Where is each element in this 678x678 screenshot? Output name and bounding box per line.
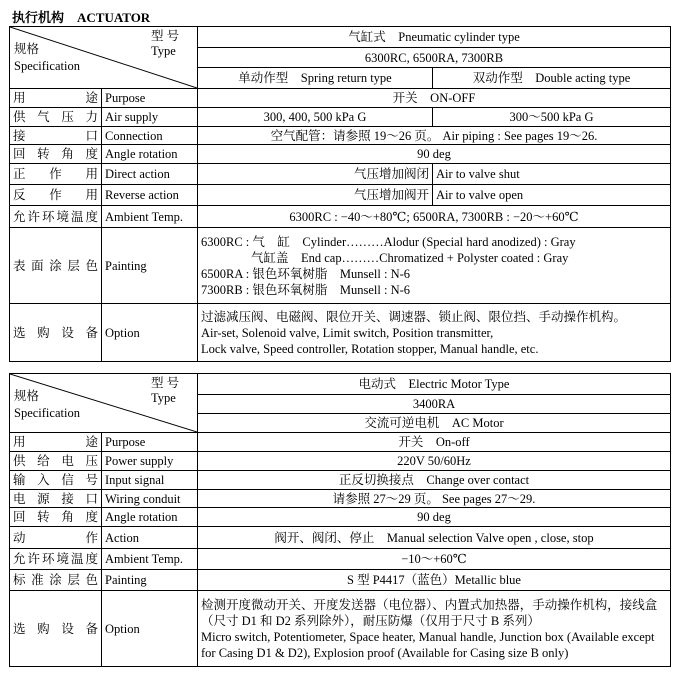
- row-label-en: Ambient Temp.: [102, 549, 198, 570]
- row-label-cn: 供给电压: [10, 452, 102, 471]
- row-label-cn: 动作: [10, 527, 102, 549]
- row-label-en: Action: [102, 527, 198, 549]
- painting-line: 6300RC : 气 缸 Cylinder………Alodur (Special hard anodized) : Gray: [201, 234, 576, 249]
- row-value: 阀开、阀闭、停止 Manual selection Valve open , close, stop: [198, 527, 671, 549]
- spec-header-cell: [10, 27, 198, 89]
- row-label-en: Ambient Temp.: [102, 206, 198, 228]
- row-label-en: Painting: [102, 570, 198, 591]
- row-value: S 型 P4417（蓝色）Metallic blue: [198, 570, 671, 591]
- row-value: 气压增加阀闭: [198, 164, 433, 185]
- spec-en-label: Specification: [14, 59, 80, 73]
- row-label-cn: 用途: [10, 433, 102, 452]
- option-line: Micro switch, Potentiometer, Space heater, Manual handle, Junction box (Available except for Casing D1 & D2), Explosion proof (Available for Casing size B only): [201, 629, 655, 660]
- actuator-pneumatic-table: [9, 26, 671, 362]
- row-value: 300～500 kPa G: [433, 108, 671, 127]
- type-en-label: Type: [151, 44, 176, 58]
- row-label-en: Purpose: [102, 89, 198, 108]
- row-label-en: Direct action: [102, 164, 198, 185]
- spec-cn-label: 规格: [14, 42, 40, 56]
- spec-cn-label: 规格: [14, 389, 40, 403]
- page-title: 执行机构 ACTUATOR: [12, 10, 151, 25]
- row-value: 气压增加阀开: [198, 185, 433, 206]
- spec-header-cell: [10, 374, 198, 433]
- row-value: Air to valve open: [433, 185, 671, 206]
- row-label-en: Input signal: [102, 471, 198, 490]
- row-label-cn: 允许环境温度: [10, 549, 102, 570]
- row-label-en: Option: [102, 304, 198, 362]
- row-label-en: Wiring conduit: [102, 490, 198, 508]
- row-value: 300, 400, 500 kPa G: [198, 108, 433, 127]
- row-value: 开关 On-off: [198, 433, 671, 452]
- row-label-cn: 供气压力: [10, 108, 102, 127]
- row-label-cn: 反作用: [10, 185, 102, 206]
- row-label-cn: 正作用: [10, 164, 102, 185]
- painting-line: 7300RB : 银色环氧树脂 Munsell : N-6: [201, 282, 411, 297]
- row-value: 6300RC : −40～+80℃; 6500RA, 7300RB : −20～+60℃: [198, 206, 671, 228]
- row-label-en: Painting: [102, 228, 198, 304]
- option-line: 过滤减压阀、电磁阀、限位开关、调速器、锁止阀、限位挡、手动操作机构。: [201, 309, 627, 324]
- row-value: −10～+60℃: [198, 549, 671, 570]
- motor-cell: 交流可逆电机 AC Motor: [198, 414, 671, 433]
- row-label-cn: 回转角度: [10, 508, 102, 527]
- row-label-cn: 电源接口: [10, 490, 102, 508]
- cylinder-type-cell: 气缸式 Pneumatic cylinder type: [198, 27, 671, 48]
- row-label-en: Connection: [102, 127, 198, 145]
- models-cell: 6300RC, 6500RA, 7300RB: [198, 48, 671, 68]
- row-value: 90 deg: [198, 508, 671, 527]
- spec-en-label: Specification: [14, 406, 80, 420]
- option-line: Air-set, Solenoid valve, Limit switch, Position transmitter,: [201, 325, 494, 340]
- row-label-cn: 标准涂层色: [10, 570, 102, 591]
- row-label-cn: 允许环境温度: [10, 206, 102, 228]
- option-line: Lock valve, Speed controller, Rotation stopper, Manual handle, etc.: [201, 341, 539, 356]
- row-label-cn: 选购设备: [10, 591, 102, 667]
- row-value: 正反切换接点 Change over contact: [198, 471, 671, 490]
- option-line: 检测开度微动开关、开度发送器（电位器）、内置式加热器，手动操作机构，接线盒（尺寸 D1 和 D2 系列除外），耐压防爆（仅用于尺寸 B 系列）: [201, 597, 658, 628]
- actuator-electric-table: [9, 373, 671, 667]
- painting-value: [198, 228, 671, 304]
- row-value: 请参照 27～29 页。 See pages 27～29.: [198, 490, 671, 508]
- row-label-cn: 输入信号: [10, 471, 102, 490]
- row-label-cn: 回转角度: [10, 145, 102, 164]
- type-cn-label: 型 号: [151, 376, 180, 390]
- row-label-en: Angle rotation: [102, 508, 198, 527]
- model-cell: 3400RA: [198, 395, 671, 414]
- option-value: [198, 591, 671, 667]
- row-label-en: Purpose: [102, 433, 198, 452]
- option-value: [198, 304, 671, 362]
- row-label-cn: 选购设备: [10, 304, 102, 362]
- row-label-cn: 用途: [10, 89, 102, 108]
- row-value: Air to valve shut: [433, 164, 671, 185]
- row-label-en: Air supply: [102, 108, 198, 127]
- row-label-en: Power supply: [102, 452, 198, 471]
- row-label-en: Reverse action: [102, 185, 198, 206]
- row-value: 开关 ON-OFF: [198, 89, 671, 108]
- type-en-label: Type: [151, 391, 176, 405]
- double-acting-cell: 双动作型 Double acting type: [433, 68, 671, 89]
- row-value: 220V 50/60Hz: [198, 452, 671, 471]
- row-value: 空气配管：请参照 19～26 页。 Air piping : See pages 19～26.: [198, 127, 671, 145]
- painting-line: 气缸盖 End cap………Chromatized + Polyster coated : Gray: [201, 250, 569, 265]
- spring-return-cell: 单动作型 Spring return type: [198, 68, 433, 89]
- row-value: 90 deg: [198, 145, 671, 164]
- row-label-en: Angle rotation: [102, 145, 198, 164]
- type-cn-label: 型 号: [151, 29, 180, 43]
- painting-line: 6500RA : 银色环氧树脂 Munsell : N-6: [201, 266, 411, 281]
- motor-type-cell: 电动式 Electric Motor Type: [198, 374, 671, 395]
- row-label-en: Option: [102, 591, 198, 667]
- row-label-cn: 接口: [10, 127, 102, 145]
- row-label-cn: 表面涂层色: [10, 228, 102, 304]
